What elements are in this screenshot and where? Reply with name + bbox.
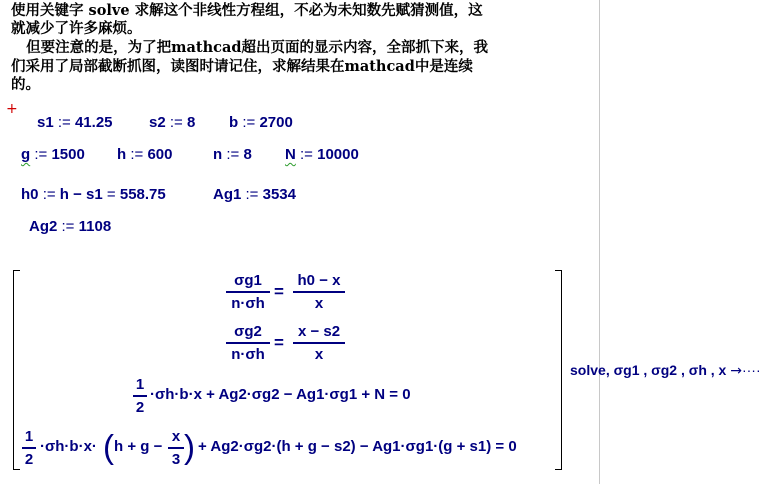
solve-operator[interactable]: [570, 361, 779, 380]
def-h0[interactable]: h0 := h − s1 = 558.75: [21, 186, 166, 203]
def-h[interactable]: h := 600: [117, 146, 173, 163]
eq2-rhs-fraction: x − s2 x: [293, 323, 345, 363]
text-line-2: 就减少了许多麻烦。: [11, 20, 142, 37]
matrix-left-bracket: [13, 270, 20, 470]
text-line-3: 但要注意的是，为了把mathcad超出页面的显示内容，全部抓下来，我: [11, 39, 488, 56]
eq4-close-paren: ): [184, 428, 195, 465]
eq2-equals: =: [274, 333, 284, 352]
def-s1[interactable]: s1 := 41.25: [37, 114, 113, 131]
def-s2[interactable]: s2 := 8: [149, 114, 196, 131]
def-b[interactable]: b := 2700: [229, 114, 293, 131]
truncated-result: ····: [741, 362, 761, 378]
crosshair-cursor-icon: +: [6, 101, 18, 117]
def-Ag2[interactable]: Ag2 := 1108: [29, 218, 112, 235]
def-Ag1[interactable]: Ag1 := 3534: [213, 186, 296, 203]
eq4-paren-a: h + g −: [114, 438, 163, 455]
eq4-x-over-3: x 3: [168, 428, 184, 468]
def-n[interactable]: n := 8: [213, 146, 252, 163]
matrix-right-bracket: [555, 270, 562, 470]
eq2-lhs-fraction: σg2 n·σh: [226, 323, 270, 363]
eq3-body: ·σh·b·x + Ag2·σg2 − Ag1·σg1 + N = 0: [150, 386, 411, 403]
def-g[interactable]: g := 1500: [21, 146, 85, 163]
eq4-pre: ·σh·b·x·: [40, 438, 97, 455]
text-line-1: 使用关键字 solve 求解这个非线性方程组，不必为未知数先赋猜测值，这: [11, 2, 483, 19]
eq4-post: + Ag2·σg2·(h + g − s2) − Ag1·σg1·(g + s1) = 0: [198, 438, 517, 455]
solve-variables: , σg1 , σg2 , σh , x: [605, 362, 727, 378]
arrow-right-icon: →: [730, 363, 742, 379]
text-line-4: 们采用了局部截断抓图，读图时请记住，求解结果在mathcad中是连续: [11, 58, 473, 75]
solve-keyword: solve: [570, 362, 606, 378]
eq1-equals: =: [274, 282, 284, 301]
eq1-rhs-fraction: h0 − x x: [293, 272, 345, 312]
page-boundary-line: [599, 0, 600, 484]
eq4-open-paren: (: [103, 428, 114, 465]
eq3-half-fraction: 1 2: [133, 376, 147, 416]
eq4-half-fraction: 1 2: [22, 428, 36, 468]
def-N[interactable]: N := 10000: [285, 146, 359, 163]
eq1-lhs-fraction: σg1 n·σh: [226, 272, 270, 312]
text-line-5: 的。: [11, 76, 40, 93]
